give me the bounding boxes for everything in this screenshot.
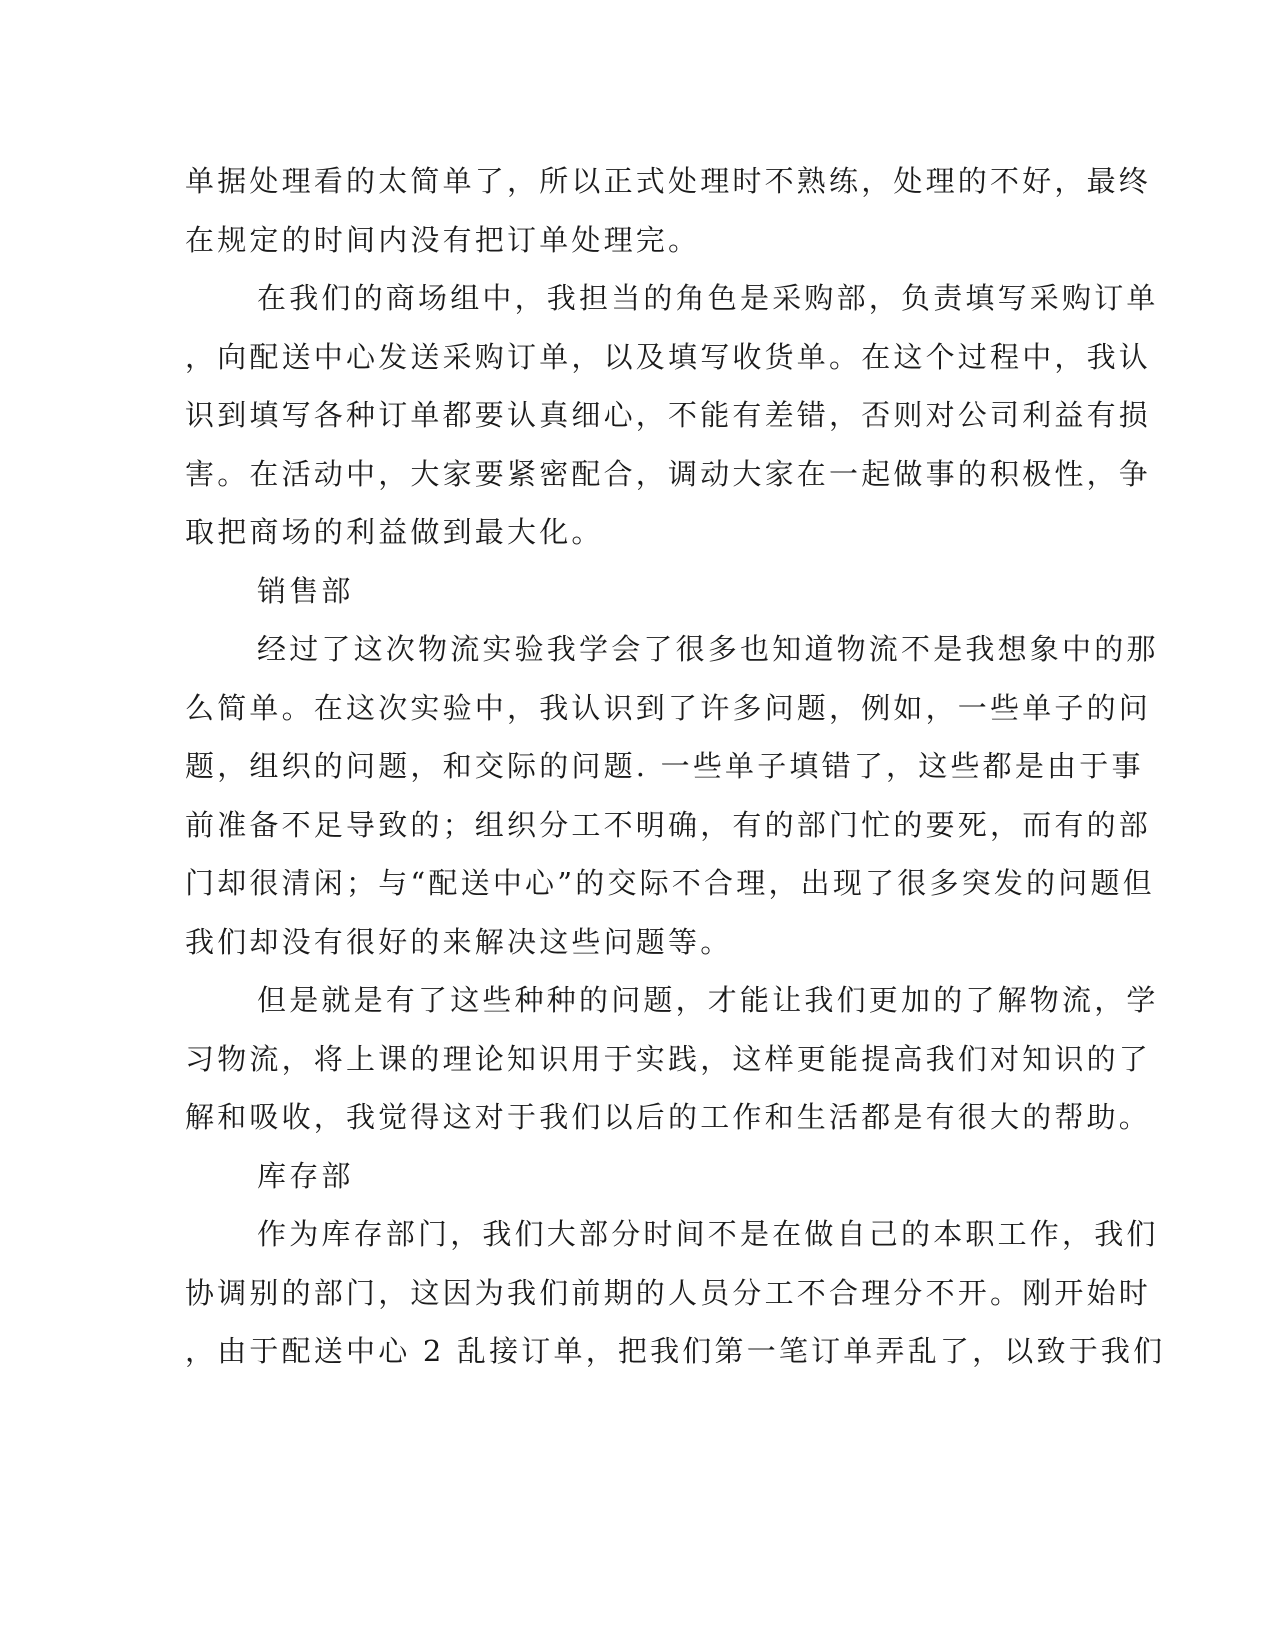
text-line: 但是就是有了这些种种的问题，才能让我们更加的了解物流，学: [257, 983, 1159, 1017]
body-text: [185, 160, 1166, 1389]
text-line: 习物流，将上课的理论知识用于实践，这样更能提高我们对知识的了: [185, 1041, 1152, 1076]
text-line: 识到填写各种订单都要认真细心，不能有差错，否则对公司利益有损: [185, 398, 1152, 432]
text-line: 害。在活动中，大家要紧密配合，调动大家在一起做事的积极性，争: [185, 456, 1152, 491]
text-line: 取把商场的利益做到最大化。: [185, 515, 604, 549]
section-heading-inventory: 库存部: [257, 1158, 354, 1193]
text-line: 前准备不足导致的；组织分工不明确，有的部门忙的要死，而有的部: [185, 807, 1152, 842]
text-line: 在我们的商场组中，我担当的角色是采购部，负责填写采购订单: [257, 281, 1159, 315]
text-line: 么简单。在这次实验中，我认识到了许多问题，例如，一些单子的问: [185, 690, 1152, 725]
text-line: 单据处理看的太简单了，所以正式处理时不熟练，处理的不好，最终: [185, 164, 1152, 198]
text-line: 门却很清闲；与“配送中心”的交际不合理，出现了很多突发的问题但: [185, 866, 1155, 900]
text-line: 题，组织的问题，和交际的问题. 一些单子填错了，这些都是由于事: [185, 749, 1144, 783]
text-line: 协调别的部门，这因为我们前期的人员分工不合理分不开。刚开始时: [185, 1275, 1152, 1310]
text-line: 在规定的时间内没有把订单处理完。: [185, 222, 701, 257]
text-line: 我们却没有很好的来解决这些问题等。: [185, 924, 733, 959]
text-line: ，向配送中心发送采购订单，以及填写收货单。在这个过程中，我认: [185, 339, 1152, 374]
section-heading-sales: 销售部: [257, 573, 354, 608]
text-line: 解和吸收，我觉得这对于我们以后的工作和生活都是有很大的帮助。: [185, 1100, 1152, 1134]
text-line: 经过了这次物流实验我学会了很多也知道物流不是我想象中的那: [257, 632, 1159, 666]
text-line: 作为库存部门，我们大部分时间不是在做自己的本职工作，我们: [257, 1217, 1159, 1251]
text-line: ，由于配送中心 2 乱接订单，把我们第一笔订单弄乱了，以致于我们: [185, 1334, 1166, 1368]
